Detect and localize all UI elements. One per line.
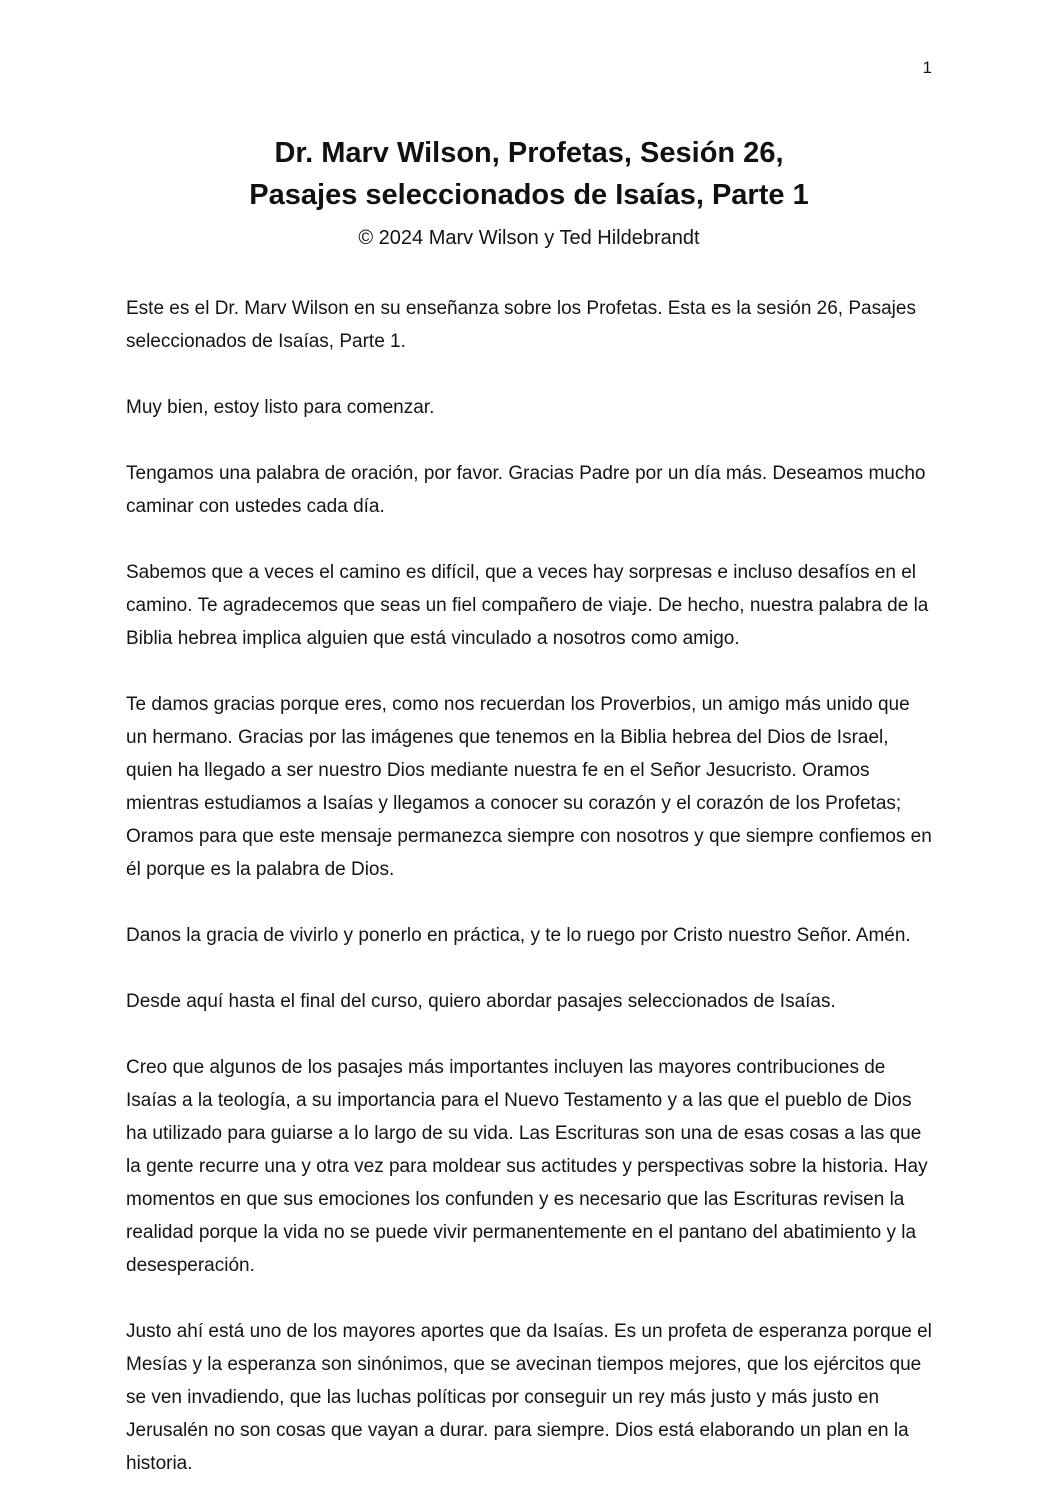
paragraph-9: Justo ahí está uno de los mayores aportes que da Isaías. Es un profeta de esperanza porque el Mesías y la esperanza son sinónimos, que se avecinan tiempos mejores, que los ejércitos que se ven invadiendo, que las luchas políticas por conseguir un rey más justo y más justo en Jerusalén no son cosas que vayan a durar. para siempre. Dios está elaborando un plan en la historia. (126, 1321, 932, 1474)
paragraph-2: Muy bien, estoy listo para comenzar. (126, 397, 435, 418)
title-line-2: Pasajes seleccionados de Isaías, Parte 1 (249, 179, 809, 211)
paragraph-4: Sabemos que a veces el camino es difícil, que a veces hay sorpresas e incluso desafíos en el camino. Te agradecemos que seas un fiel compañero de viaje. De hecho, nuestra palabra de la Biblia hebrea implica alguien que está vinculado a nosotros como amigo. (126, 562, 929, 649)
document-title (0, 132, 1058, 216)
copyright-line: © 2024 Marv Wilson y Ted Hildebrandt (358, 227, 700, 249)
paragraph-8: Creo que algunos de los pasajes más importantes incluyen las mayores contribuciones de Isaías a la teología, a su importancia para el Nuevo Testamento y a las que el pueblo de Dios ha utilizado para guiarse a lo largo de su vida. Las Escrituras son una de esas cosas a las que la gente recurre una y otra vez para moldear sus actitudes y perspectivas sobre la historia. Hay momentos en que sus emociones los confunden y es necesario que las Escrituras revisen la realidad porque la vida no se puede vivir permanentemente en el pantano del abatimiento y la desesperación. (126, 1057, 928, 1276)
paragraph-7: Desde aquí hasta el final del curso, quiero abordar pasajes seleccionados de Isaías. (126, 991, 836, 1012)
document-body (126, 292, 932, 1480)
paragraph-1: Este es el Dr. Marv Wilson en su enseñanza sobre los Profetas. Esta es la sesión 26, Pasajes seleccionados de Isaías, Parte 1. (126, 298, 916, 352)
paragraph-5: Te damos gracias porque eres, como nos recuerdan los Proverbios, un amigo más unido que un hermano. Gracias por las imágenes que tenemos en la Biblia hebrea del Dios de Israel, quien ha llegado a ser nuestro Dios mediante nuestra fe en el Señor Jesucristo. Oramos mientras estudiamos a Isaías y llegamos a conocer su corazón y el corazón de los Profetas; Oramos para que este mensaje permanezca siempre con nosotros y que siempre confiemos en él porque es la palabra de Dios. (126, 694, 932, 880)
paragraph-3: Tengamos una palabra de oración, por favor. Gracias Padre por un día más. Deseamos mucho caminar con ustedes cada día. (126, 463, 926, 517)
page-number: 1 (922, 58, 932, 77)
title-line-1: Dr. Marv Wilson, Profetas, Sesión 26, (274, 137, 784, 169)
document-header (0, 132, 1058, 252)
paragraph-6: Danos la gracia de vivirlo y ponerlo en práctica, y te lo ruego por Cristo nuestro Señor. Amén. (126, 925, 911, 946)
